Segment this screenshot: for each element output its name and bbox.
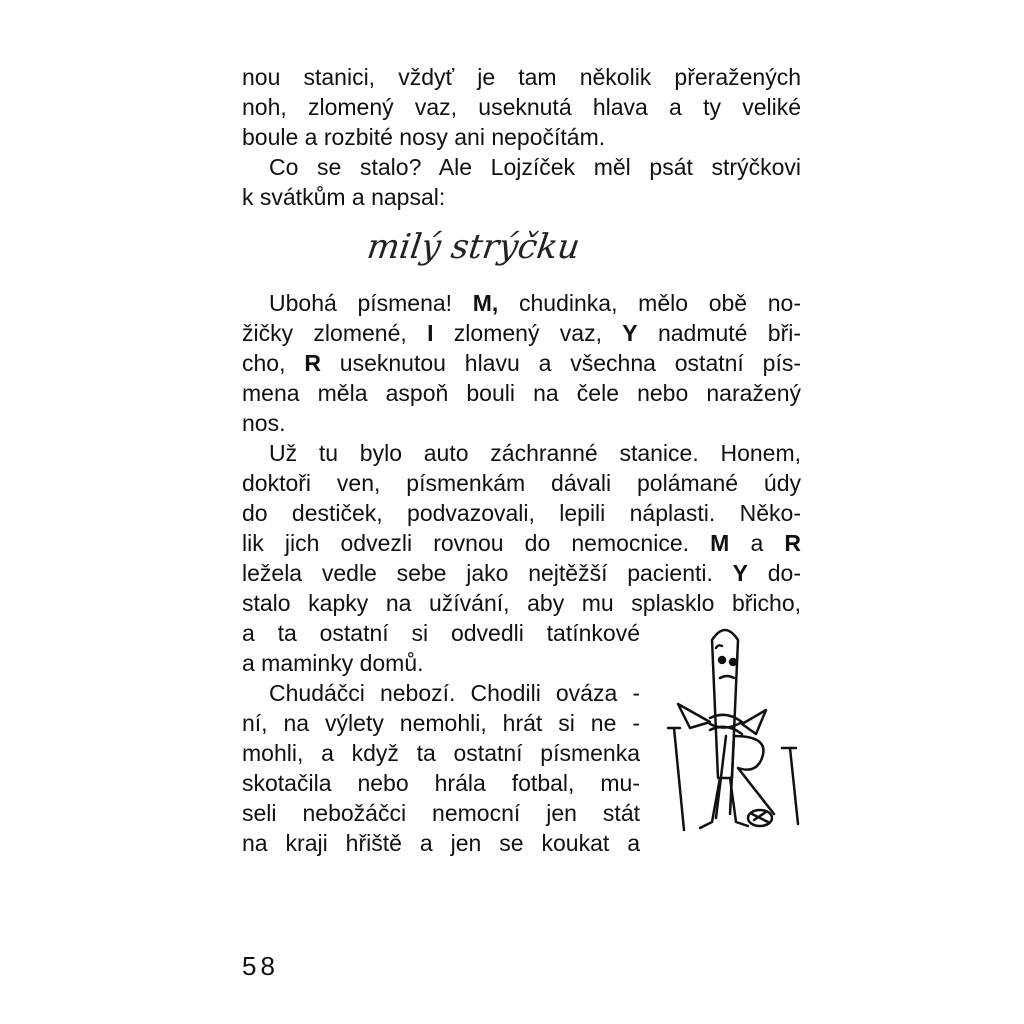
text-line: seli nebožáčci nemocní jen stát bbox=[242, 800, 640, 826]
text-line: do destiček, podvazovali, lepili náplasti. Něko- bbox=[242, 500, 801, 526]
text-line: doktoři ven, písmenkám dávali polámané údy bbox=[242, 470, 801, 496]
handwritten-greeting bbox=[365, 222, 665, 278]
text-line: boule a rozbité nosy ani nepočítám. bbox=[242, 124, 606, 150]
text-line: na kraji hřiště a jen se koukat a bbox=[242, 830, 640, 856]
text-line: ní, na výlety nemohli, hrát si ne - bbox=[242, 710, 640, 736]
injured-letters-illustration bbox=[650, 618, 815, 843]
text-line: a maminky domů. bbox=[242, 650, 424, 676]
text-line: nou stanici, vždyť je tam několik přeražených bbox=[242, 64, 801, 90]
text-line: skotačila nebo hrála fotbal, mu- bbox=[242, 770, 640, 796]
text-line: mena měla aspoň bouli na čele nebo naražený bbox=[242, 380, 801, 406]
text-line: Už tu bylo auto záchranné stanice. Honem, bbox=[269, 440, 801, 466]
text-line: stalo kapky na užívání, aby mu splasklo břicho, bbox=[242, 590, 801, 616]
text-line: Co se stalo? Ale Lojzíček měl psát strýčkovi bbox=[269, 154, 801, 180]
text-line: Ubohá písmena! M, chudinka, mělo obě no- bbox=[269, 290, 801, 316]
text-line: k svátkům a napsal: bbox=[242, 184, 446, 210]
text-line: mohli, a když ta ostatní písmenka bbox=[242, 740, 640, 766]
page-number: 58 bbox=[242, 951, 279, 981]
text-line: nos. bbox=[242, 410, 286, 436]
text-line: lik jich odvezli rovnou do nemocnice. M a R bbox=[242, 530, 801, 556]
text-line: žičky zlomené, I zlomený vaz, Y nadmuté bři- bbox=[242, 320, 801, 346]
text-line: a ta ostatní si odvedli tatínkové bbox=[242, 620, 640, 646]
text-line: noh, zlomený vaz, useknutá hlava a ty veliké bbox=[242, 94, 801, 120]
text-line: cho, R useknutou hlavu a všechna ostatní pís- bbox=[242, 350, 801, 376]
handwritten-text: milý strýčku bbox=[365, 227, 583, 267]
text-line: ležela vedle sebe jako nejtěžší pacienti. Y do- bbox=[242, 560, 802, 586]
text-line: Chudáčci nebozí. Chodili ováza - bbox=[269, 680, 640, 706]
